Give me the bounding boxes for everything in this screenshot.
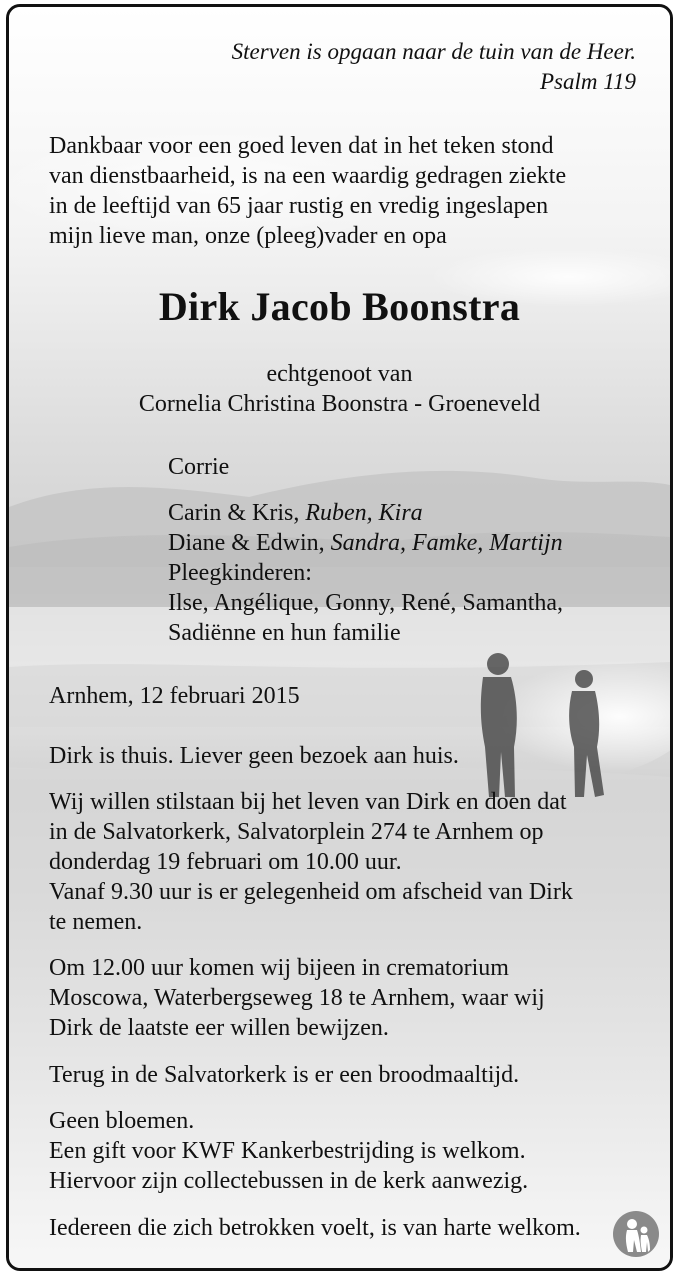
home-note: Dirk is thuis. Liever geen bezoek aan huis. bbox=[49, 743, 459, 769]
foster-line: Sadiënne en hun familie bbox=[168, 620, 401, 646]
spouse-label: echtgenoot van bbox=[266, 361, 413, 387]
intro-paragraph bbox=[49, 131, 634, 251]
spouse-name: Cornelia Christina Boonstra - Groeneveld bbox=[138, 391, 541, 417]
child-parents: Carin & Kris, bbox=[168, 500, 306, 526]
service-line: Wij willen stilstaan bij het leven van Dirk en doen dat bbox=[49, 789, 567, 815]
place-date: Arnhem, 12 februari 2015 bbox=[49, 683, 300, 709]
flowers-paragraph bbox=[49, 1106, 634, 1196]
flowers-line: Hiervoor zijn collectebussen in de kerk aanwezig. bbox=[49, 1168, 529, 1194]
deceased-name: Dirk Jacob Boonstra bbox=[158, 284, 521, 329]
family-children bbox=[168, 498, 563, 648]
service-line: donderdag 19 februari om 10.00 uur. bbox=[49, 849, 402, 875]
cremation-line: Dirk de laatste eer willen bewijzen. bbox=[49, 1015, 389, 1041]
spouse-block bbox=[9, 359, 670, 419]
meal-note: Terug in de Salvatorkerk is er een broodmaaltijd. bbox=[49, 1062, 520, 1088]
motto bbox=[232, 37, 636, 97]
child-grandchildren: Sandra, Famke, Martijn bbox=[330, 530, 563, 556]
foster-label: Pleegkinderen: bbox=[168, 560, 312, 586]
flowers-line: Geen bloemen. bbox=[49, 1108, 195, 1134]
intro-line: van dienstbaarheid, is na een waardig gedragen ziekte bbox=[49, 163, 567, 189]
child-line bbox=[168, 498, 563, 528]
service-line: te nemen. bbox=[49, 909, 143, 935]
flowers-line: Een gift voor KWF Kankerbestrijding is welkom. bbox=[49, 1138, 526, 1164]
service-line: in de Salvatorkerk, Salvatorplein 274 te Arnhem op bbox=[49, 819, 544, 845]
figures-logo-icon bbox=[612, 1210, 660, 1258]
child-line bbox=[168, 528, 563, 558]
intro-line: mijn lieve man, onze (pleeg)vader en opa bbox=[49, 223, 447, 249]
child-parents: Diane & Edwin, bbox=[168, 530, 331, 556]
intro-line: Dankbaar voor een goed leven dat in het teken stond bbox=[49, 133, 554, 159]
wife-name: Corrie bbox=[168, 454, 230, 480]
welcome-note: Iedereen die zich betrokken voelt, is van harte welkom. bbox=[49, 1215, 581, 1241]
intro-line: in de leeftijd van 65 jaar rustig en vredig ingeslapen bbox=[49, 193, 549, 219]
foster-line: Ilse, Angélique, Gonny, René, Samantha, bbox=[168, 590, 564, 616]
motto-quote: Sterven is opgaan naar de tuin van de Heer. bbox=[231, 39, 636, 64]
service-paragraph bbox=[49, 787, 634, 937]
obituary-card bbox=[6, 4, 673, 1271]
family-wife bbox=[168, 452, 229, 482]
child-grandchildren: Ruben, Kira bbox=[305, 500, 423, 526]
cremation-line: Om 12.00 uur komen wij bijeen in crematorium bbox=[49, 955, 509, 981]
service-line: Vanaf 9.30 uur is er gelegenheid om afscheid van Dirk bbox=[49, 879, 573, 905]
motto-source: Psalm 119 bbox=[539, 69, 636, 94]
cremation-line: Moscowa, Waterbergseweg 18 te Arnhem, waar wij bbox=[49, 985, 545, 1011]
cremation-paragraph bbox=[49, 953, 634, 1043]
